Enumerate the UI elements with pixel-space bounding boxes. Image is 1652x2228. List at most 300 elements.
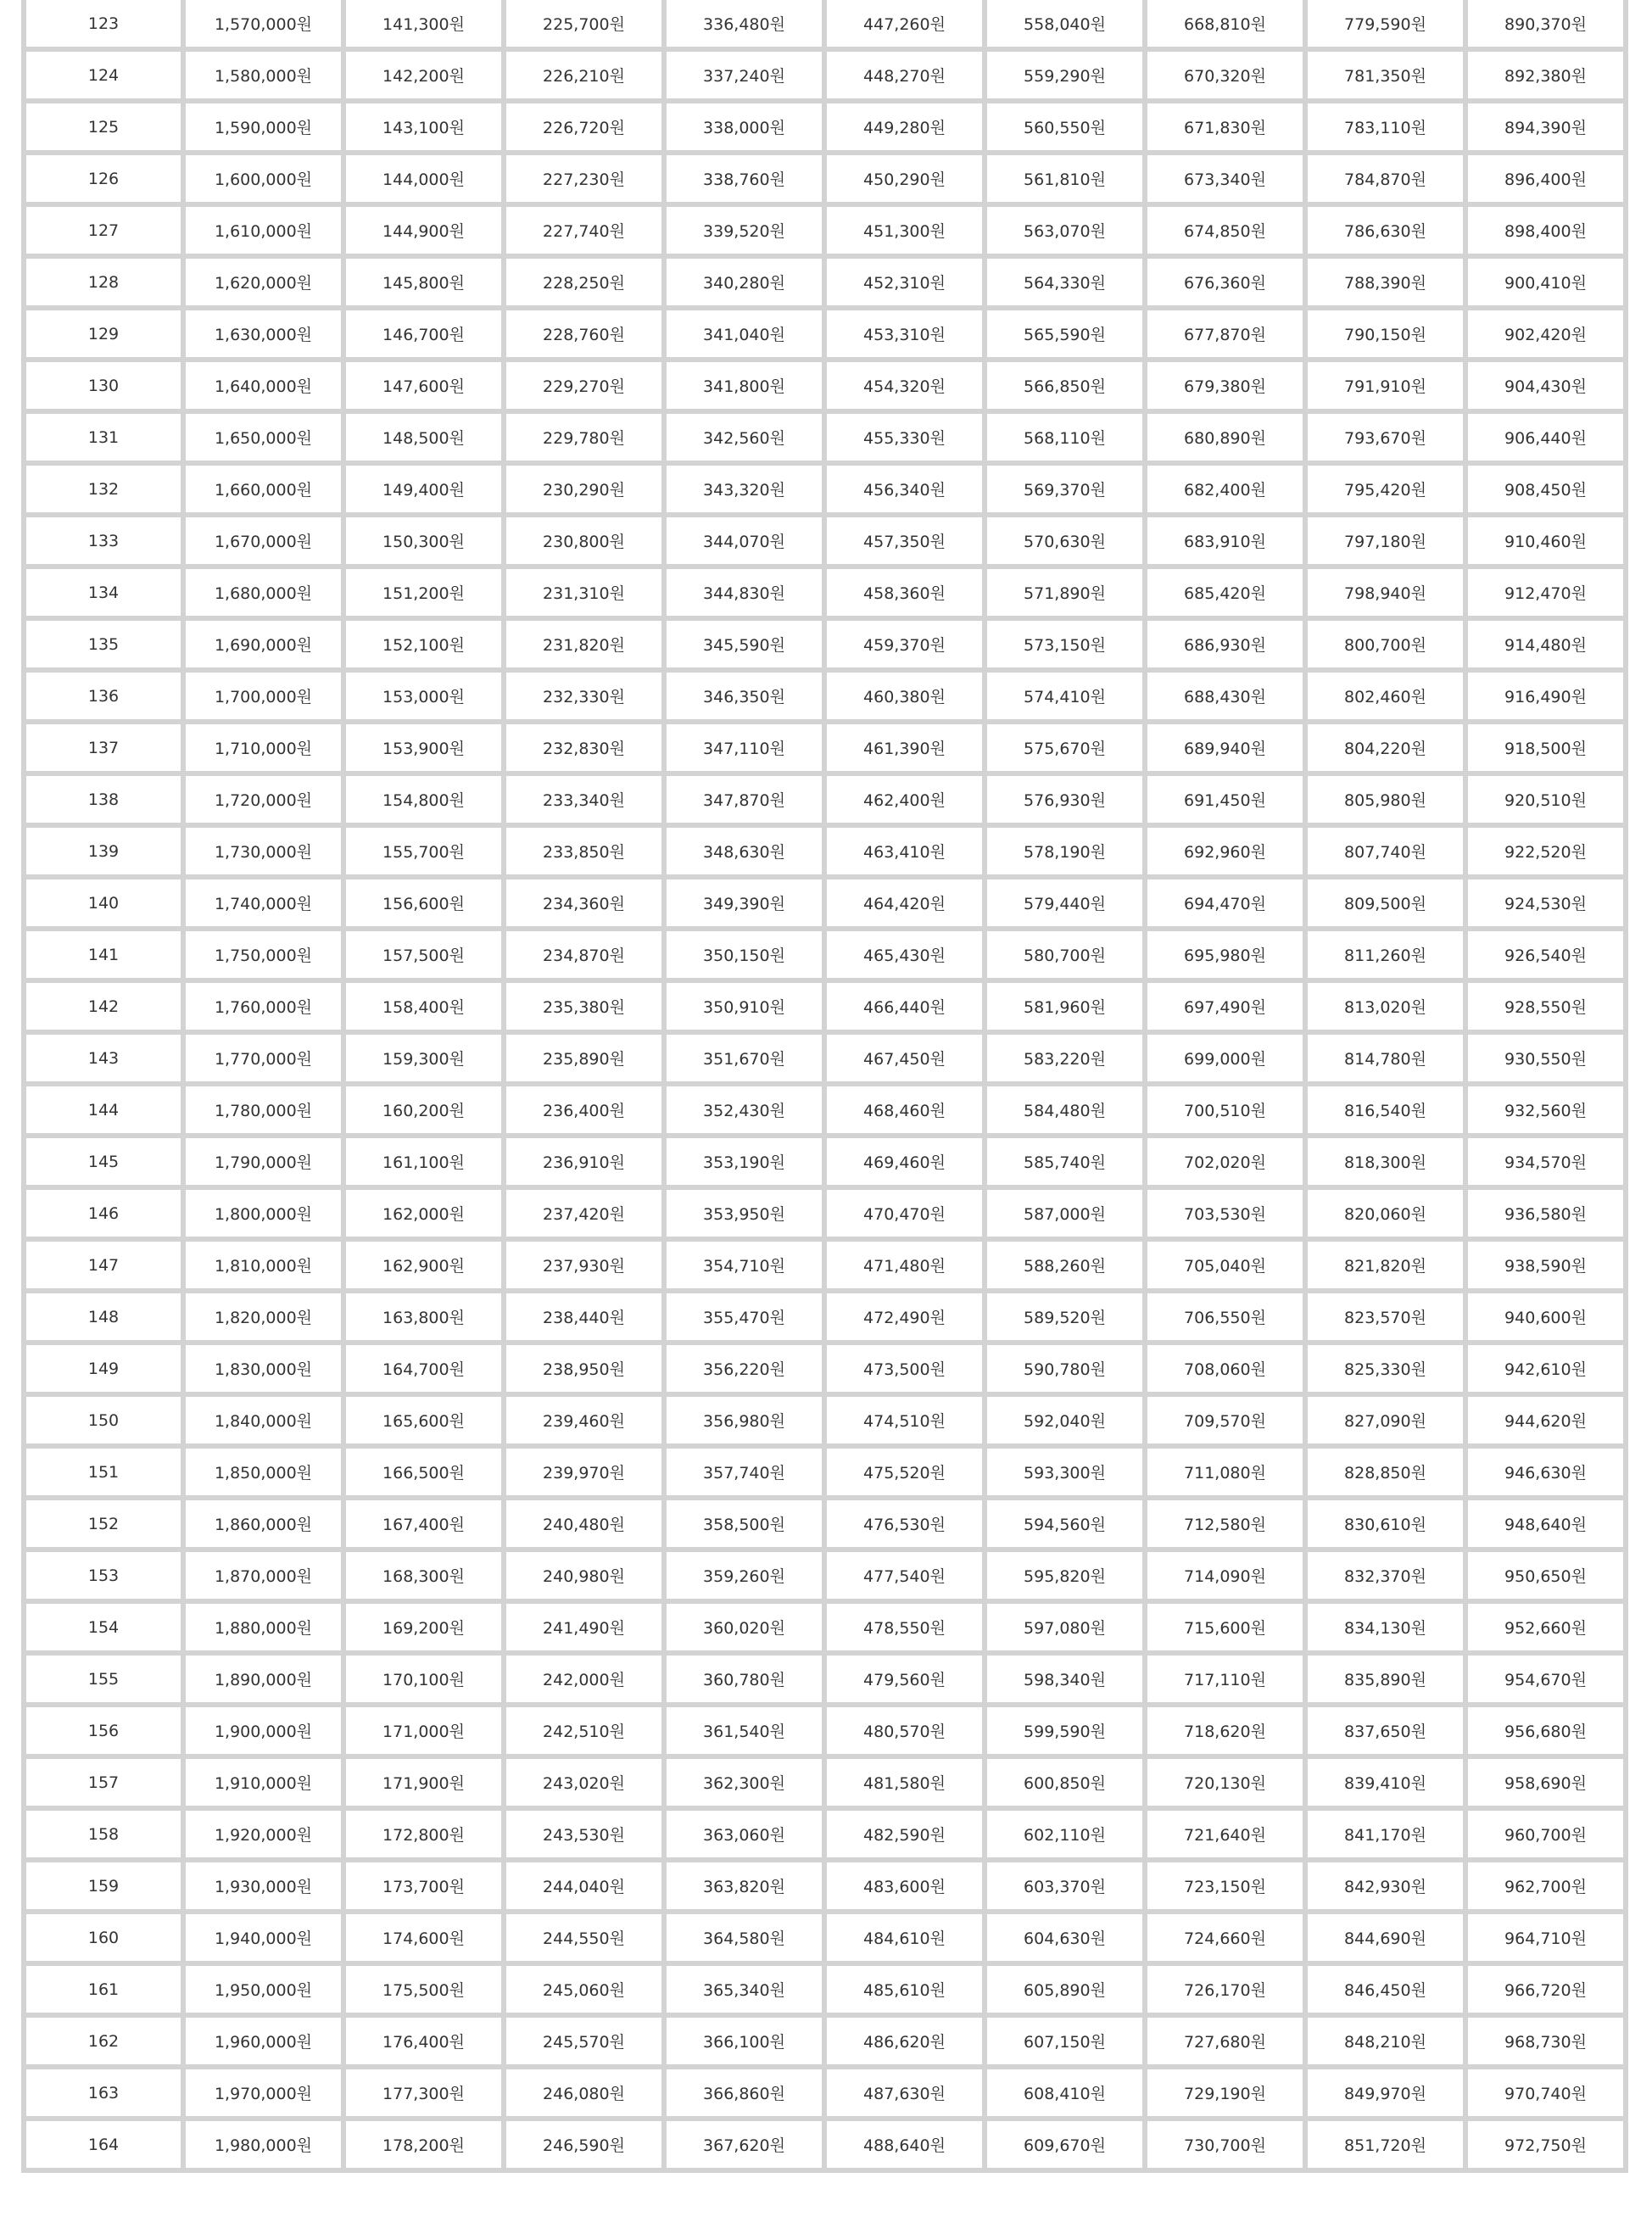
amount-cell: 603,370원: [987, 1862, 1142, 1909]
amount-cell: 590,780원: [987, 1345, 1142, 1392]
amount-cell: 243,020원: [506, 1759, 661, 1806]
amount-cell: 356,980원: [667, 1397, 822, 1443]
amount-cell: 366,860원: [667, 2069, 822, 2116]
row-number-cell: 139: [26, 828, 181, 874]
row-number-cell: 127: [26, 207, 181, 254]
amount-cell: 1,780,000원: [186, 1086, 341, 1133]
amount-cell: 478,550원: [827, 1604, 982, 1650]
amount-cell: 482,590원: [827, 1811, 982, 1857]
table-row: [26, 1604, 1623, 1650]
amount-cell: 823,570원: [1308, 1293, 1463, 1340]
table-row: [26, 466, 1623, 512]
amount-cell: 723,150원: [1147, 1862, 1303, 1909]
amount-cell: 828,850원: [1308, 1449, 1463, 1495]
amount-cell: 948,640원: [1468, 1500, 1623, 1547]
amount-cell: 694,470원: [1147, 879, 1303, 926]
amount-cell: 1,790,000원: [186, 1138, 341, 1185]
amount-cell: 811,260원: [1308, 931, 1463, 978]
amount-cell: 228,760원: [506, 310, 661, 357]
amount-cell: 339,520원: [667, 207, 822, 254]
amount-cell: 683,910원: [1147, 517, 1303, 564]
amount-cell: 472,490원: [827, 1293, 982, 1340]
amount-cell: 338,000원: [667, 103, 822, 150]
amount-cell: 367,620원: [667, 2121, 822, 2168]
amount-cell: 144,900원: [346, 207, 501, 254]
amount-cell: 448,270원: [827, 52, 982, 98]
amount-cell: 685,420원: [1147, 569, 1303, 616]
amount-cell: 807,740원: [1308, 828, 1463, 874]
amount-cell: 830,610원: [1308, 1500, 1463, 1547]
row-number-cell: 153: [26, 1552, 181, 1599]
amount-cell: 579,440원: [987, 879, 1142, 926]
amount-cell: 670,320원: [1147, 52, 1303, 98]
amount-cell: 238,950원: [506, 1345, 661, 1392]
amount-cell: 470,470원: [827, 1190, 982, 1237]
amount-cell: 347,870원: [667, 776, 822, 823]
amount-cell: 608,410원: [987, 2069, 1142, 2116]
amount-cell: 152,100원: [346, 621, 501, 667]
amount-cell: 600,850원: [987, 1759, 1142, 1806]
amount-cell: 688,430원: [1147, 673, 1303, 719]
amount-cell: 157,500원: [346, 931, 501, 978]
amount-cell: 356,220원: [667, 1345, 822, 1392]
amount-cell: 469,460원: [827, 1138, 982, 1185]
amount-cell: 605,890원: [987, 1966, 1142, 2013]
amount-cell: 585,740원: [987, 1138, 1142, 1185]
amount-cell: 1,890,000원: [186, 1656, 341, 1702]
table-row: [26, 103, 1623, 150]
amount-cell: 680,890원: [1147, 414, 1303, 461]
amount-cell: 718,620원: [1147, 1707, 1303, 1754]
amount-cell: 569,370원: [987, 466, 1142, 512]
table-row: [26, 828, 1623, 874]
amount-cell: 351,670원: [667, 1035, 822, 1081]
amount-cell: 479,560원: [827, 1656, 982, 1702]
amount-cell: 353,950원: [667, 1190, 822, 1237]
amount-cell: 240,980원: [506, 1552, 661, 1599]
amount-cell: 488,640원: [827, 2121, 982, 2168]
table-row: [26, 1345, 1623, 1392]
amount-cell: 336,480원: [667, 0, 822, 47]
amount-cell: 946,630원: [1468, 1449, 1623, 1495]
amount-cell: 574,410원: [987, 673, 1142, 719]
amount-cell: 365,340원: [667, 1966, 822, 2013]
amount-cell: 1,880,000원: [186, 1604, 341, 1650]
table-row: [26, 1035, 1623, 1081]
amount-cell: 673,340원: [1147, 155, 1303, 202]
table-row: [26, 414, 1623, 461]
amount-cell: 720,130원: [1147, 1759, 1303, 1806]
amount-cell: 160,200원: [346, 1086, 501, 1133]
amount-cell: 821,820원: [1308, 1242, 1463, 1288]
table-row: [26, 673, 1623, 719]
amount-cell: 1,620,000원: [186, 259, 341, 305]
row-number-cell: 132: [26, 466, 181, 512]
amount-cell: 1,750,000원: [186, 931, 341, 978]
table-row: [26, 724, 1623, 771]
table-row: [26, 1086, 1623, 1133]
amount-cell: 455,330원: [827, 414, 982, 461]
amount-cell: 246,080원: [506, 2069, 661, 2116]
rate-table-body: [26, 0, 1623, 2168]
row-number-cell: 128: [26, 259, 181, 305]
amount-cell: 447,260원: [827, 0, 982, 47]
amount-cell: 697,490원: [1147, 983, 1303, 1030]
amount-cell: 726,170원: [1147, 1966, 1303, 2013]
amount-cell: 594,560원: [987, 1500, 1142, 1547]
row-number-cell: 130: [26, 362, 181, 409]
amount-cell: 452,310원: [827, 259, 982, 305]
amount-cell: 232,830원: [506, 724, 661, 771]
amount-cell: 571,890원: [987, 569, 1142, 616]
amount-cell: 361,540원: [667, 1707, 822, 1754]
amount-cell: 450,290원: [827, 155, 982, 202]
amount-cell: 682,400원: [1147, 466, 1303, 512]
amount-cell: 227,740원: [506, 207, 661, 254]
amount-cell: 839,410원: [1308, 1759, 1463, 1806]
amount-cell: 226,720원: [506, 103, 661, 150]
amount-cell: 561,810원: [987, 155, 1142, 202]
amount-cell: 958,690원: [1468, 1759, 1623, 1806]
row-number-cell: 147: [26, 1242, 181, 1288]
amount-cell: 162,000원: [346, 1190, 501, 1237]
amount-cell: 242,000원: [506, 1656, 661, 1702]
amount-cell: 1,910,000원: [186, 1759, 341, 1806]
amount-cell: 940,600원: [1468, 1293, 1623, 1340]
row-number-cell: 157: [26, 1759, 181, 1806]
amount-cell: 1,940,000원: [186, 1914, 341, 1961]
amount-cell: 791,910원: [1308, 362, 1463, 409]
amount-cell: 724,660원: [1147, 1914, 1303, 1961]
amount-cell: 674,850원: [1147, 207, 1303, 254]
amount-cell: 235,380원: [506, 983, 661, 1030]
amount-cell: 1,590,000원: [186, 103, 341, 150]
amount-cell: 341,040원: [667, 310, 822, 357]
amount-cell: 352,430원: [667, 1086, 822, 1133]
amount-cell: 1,700,000원: [186, 673, 341, 719]
table-row: [26, 1862, 1623, 1909]
amount-cell: 781,350원: [1308, 52, 1463, 98]
amount-cell: 729,190원: [1147, 2069, 1303, 2116]
amount-cell: 159,300원: [346, 1035, 501, 1081]
amount-cell: 721,640원: [1147, 1811, 1303, 1857]
table-row: [26, 1293, 1623, 1340]
amount-cell: 456,340원: [827, 466, 982, 512]
row-number-cell: 141: [26, 931, 181, 978]
amount-cell: 968,730원: [1468, 2018, 1623, 2064]
amount-cell: 1,930,000원: [186, 1862, 341, 1909]
amount-cell: 691,450원: [1147, 776, 1303, 823]
amount-cell: 1,840,000원: [186, 1397, 341, 1443]
amount-cell: 834,130원: [1308, 1604, 1463, 1650]
amount-cell: 960,700원: [1468, 1811, 1623, 1857]
amount-cell: 783,110원: [1308, 103, 1463, 150]
amount-cell: 1,870,000원: [186, 1552, 341, 1599]
amount-cell: 458,360원: [827, 569, 982, 616]
amount-cell: 564,330원: [987, 259, 1142, 305]
amount-cell: 714,090원: [1147, 1552, 1303, 1599]
amount-cell: 145,800원: [346, 259, 501, 305]
amount-cell: 155,700원: [346, 828, 501, 874]
amount-cell: 816,540원: [1308, 1086, 1463, 1133]
amount-cell: 166,500원: [346, 1449, 501, 1495]
amount-cell: 147,600원: [346, 362, 501, 409]
amount-cell: 595,820원: [987, 1552, 1142, 1599]
amount-cell: 580,700원: [987, 931, 1142, 978]
amount-cell: 244,550원: [506, 1914, 661, 1961]
amount-cell: 342,560원: [667, 414, 822, 461]
table-row: [26, 621, 1623, 667]
amount-cell: 593,300원: [987, 1449, 1142, 1495]
row-number-cell: 152: [26, 1500, 181, 1547]
amount-cell: 1,580,000원: [186, 52, 341, 98]
amount-cell: 1,830,000원: [186, 1345, 341, 1392]
table-row: [26, 2018, 1623, 2064]
amount-cell: 598,340원: [987, 1656, 1142, 1702]
row-number-cell: 135: [26, 621, 181, 667]
amount-cell: 460,380원: [827, 673, 982, 719]
amount-cell: 1,630,000원: [186, 310, 341, 357]
amount-cell: 565,590원: [987, 310, 1142, 357]
amount-cell: 1,740,000원: [186, 879, 341, 926]
amount-cell: 846,450원: [1308, 1966, 1463, 2013]
amount-cell: 890,370원: [1468, 0, 1623, 47]
amount-cell: 898,400원: [1468, 207, 1623, 254]
amount-cell: 914,480원: [1468, 621, 1623, 667]
row-number-cell: 164: [26, 2121, 181, 2168]
amount-cell: 353,190원: [667, 1138, 822, 1185]
amount-cell: 705,040원: [1147, 1242, 1303, 1288]
amount-cell: 1,670,000원: [186, 517, 341, 564]
amount-cell: 715,600원: [1147, 1604, 1303, 1650]
table-row: [26, 569, 1623, 616]
row-number-cell: 145: [26, 1138, 181, 1185]
amount-cell: 1,820,000원: [186, 1293, 341, 1340]
amount-cell: 573,150원: [987, 621, 1142, 667]
amount-cell: 366,100원: [667, 2018, 822, 2064]
amount-cell: 964,710원: [1468, 1914, 1623, 1961]
row-number-cell: 129: [26, 310, 181, 357]
amount-cell: 786,630원: [1308, 207, 1463, 254]
amount-cell: 930,550원: [1468, 1035, 1623, 1081]
amount-cell: 1,570,000원: [186, 0, 341, 47]
amount-cell: 809,500원: [1308, 879, 1463, 926]
amount-cell: 467,450원: [827, 1035, 982, 1081]
amount-cell: 363,820원: [667, 1862, 822, 1909]
amount-cell: 476,530원: [827, 1500, 982, 1547]
amount-cell: 174,600원: [346, 1914, 501, 1961]
row-number-cell: 163: [26, 2069, 181, 2116]
row-number-cell: 136: [26, 673, 181, 719]
amount-cell: 849,970원: [1308, 2069, 1463, 2116]
amount-cell: 233,340원: [506, 776, 661, 823]
amount-cell: 158,400원: [346, 983, 501, 1030]
amount-cell: 480,570원: [827, 1707, 982, 1754]
table-row: [26, 776, 1623, 823]
amount-cell: 699,000원: [1147, 1035, 1303, 1081]
amount-cell: 344,830원: [667, 569, 822, 616]
amount-cell: 1,680,000원: [186, 569, 341, 616]
amount-cell: 350,150원: [667, 931, 822, 978]
amount-cell: 1,960,000원: [186, 2018, 341, 2064]
rate-table-container: [21, 0, 1632, 2173]
amount-cell: 900,410원: [1468, 259, 1623, 305]
amount-cell: 896,400원: [1468, 155, 1623, 202]
row-number-cell: 159: [26, 1862, 181, 1909]
amount-cell: 363,060원: [667, 1811, 822, 1857]
amount-cell: 575,670원: [987, 724, 1142, 771]
amount-cell: 942,610원: [1468, 1345, 1623, 1392]
row-number-cell: 154: [26, 1604, 181, 1650]
amount-cell: 892,380원: [1468, 52, 1623, 98]
amount-cell: 454,320원: [827, 362, 982, 409]
amount-cell: 730,700원: [1147, 2121, 1303, 2168]
amount-cell: 360,780원: [667, 1656, 822, 1702]
amount-cell: 578,190원: [987, 828, 1142, 874]
amount-cell: 462,400원: [827, 776, 982, 823]
amount-cell: 970,740원: [1468, 2069, 1623, 2116]
amount-cell: 468,460원: [827, 1086, 982, 1133]
amount-cell: 162,900원: [346, 1242, 501, 1288]
amount-cell: 246,590원: [506, 2121, 661, 2168]
amount-cell: 695,980원: [1147, 931, 1303, 978]
amount-cell: 576,930원: [987, 776, 1142, 823]
row-number-cell: 124: [26, 52, 181, 98]
row-number-cell: 142: [26, 983, 181, 1030]
amount-cell: 932,560원: [1468, 1086, 1623, 1133]
row-number-cell: 125: [26, 103, 181, 150]
amount-cell: 225,700원: [506, 0, 661, 47]
amount-cell: 451,300원: [827, 207, 982, 254]
amount-cell: 568,110원: [987, 414, 1142, 461]
row-number-cell: 151: [26, 1449, 181, 1495]
amount-cell: 717,110원: [1147, 1656, 1303, 1702]
table-row: [26, 1138, 1623, 1185]
amount-cell: 164,700원: [346, 1345, 501, 1392]
table-row: [26, 1914, 1623, 1961]
amount-cell: 790,150원: [1308, 310, 1463, 357]
row-number-cell: 126: [26, 155, 181, 202]
amount-cell: 904,430원: [1468, 362, 1623, 409]
amount-cell: 242,510원: [506, 1707, 661, 1754]
table-row: [26, 1190, 1623, 1237]
amount-cell: 233,850원: [506, 828, 661, 874]
amount-cell: 486,620원: [827, 2018, 982, 2064]
amount-cell: 912,470원: [1468, 569, 1623, 616]
amount-cell: 485,610원: [827, 1966, 982, 2013]
amount-cell: 240,480원: [506, 1500, 661, 1547]
amount-cell: 1,600,000원: [186, 155, 341, 202]
amount-cell: 171,900원: [346, 1759, 501, 1806]
amount-cell: 784,870원: [1308, 155, 1463, 202]
amount-cell: 604,630원: [987, 1914, 1142, 1961]
amount-cell: 453,310원: [827, 310, 982, 357]
row-number-cell: 144: [26, 1086, 181, 1133]
amount-cell: 449,280원: [827, 103, 982, 150]
row-number-cell: 134: [26, 569, 181, 616]
amount-cell: 473,500원: [827, 1345, 982, 1392]
amount-cell: 795,420원: [1308, 466, 1463, 512]
amount-cell: 471,480원: [827, 1242, 982, 1288]
amount-cell: 798,940원: [1308, 569, 1463, 616]
table-row: [26, 1552, 1623, 1599]
amount-cell: 463,410원: [827, 828, 982, 874]
amount-cell: 668,810원: [1147, 0, 1303, 47]
amount-cell: 167,400원: [346, 1500, 501, 1547]
table-row: [26, 310, 1623, 357]
amount-cell: 1,770,000원: [186, 1035, 341, 1081]
amount-cell: 345,590원: [667, 621, 822, 667]
table-row: [26, 1500, 1623, 1547]
row-number-cell: 160: [26, 1914, 181, 1961]
amount-cell: 142,200원: [346, 52, 501, 98]
amount-cell: 245,570원: [506, 2018, 661, 2064]
table-row: [26, 362, 1623, 409]
table-row: [26, 1449, 1623, 1495]
amount-cell: 841,170원: [1308, 1811, 1463, 1857]
amount-cell: 173,700원: [346, 1862, 501, 1909]
amount-cell: 457,350원: [827, 517, 982, 564]
amount-cell: 703,530원: [1147, 1190, 1303, 1237]
amount-cell: 151,200원: [346, 569, 501, 616]
table-row: [26, 155, 1623, 202]
amount-cell: 1,900,000원: [186, 1707, 341, 1754]
amount-cell: 570,630원: [987, 517, 1142, 564]
table-row: [26, 207, 1623, 254]
amount-cell: 348,630원: [667, 828, 822, 874]
table-row: [26, 1707, 1623, 1754]
amount-cell: 144,000원: [346, 155, 501, 202]
amount-cell: 589,520원: [987, 1293, 1142, 1340]
amount-cell: 169,200원: [346, 1604, 501, 1650]
amount-cell: 338,760원: [667, 155, 822, 202]
amount-cell: 230,800원: [506, 517, 661, 564]
row-number-cell: 123: [26, 0, 181, 47]
amount-cell: 793,670원: [1308, 414, 1463, 461]
amount-cell: 171,000원: [346, 1707, 501, 1754]
amount-cell: 234,870원: [506, 931, 661, 978]
amount-cell: 344,070원: [667, 517, 822, 564]
amount-cell: 692,960원: [1147, 828, 1303, 874]
amount-cell: 226,210원: [506, 52, 661, 98]
table-row: [26, 1966, 1623, 2013]
amount-cell: 354,710원: [667, 1242, 822, 1288]
amount-cell: 588,260원: [987, 1242, 1142, 1288]
amount-cell: 156,600원: [346, 879, 501, 926]
amount-cell: 813,020원: [1308, 983, 1463, 1030]
table-row: [26, 931, 1623, 978]
amount-cell: 924,530원: [1468, 879, 1623, 926]
amount-cell: 1,650,000원: [186, 414, 341, 461]
amount-cell: 805,980원: [1308, 776, 1463, 823]
amount-cell: 788,390원: [1308, 259, 1463, 305]
amount-cell: 176,400원: [346, 2018, 501, 2064]
amount-cell: 928,550원: [1468, 983, 1623, 1030]
amount-cell: 559,290원: [987, 52, 1142, 98]
amount-cell: 851,720원: [1308, 2121, 1463, 2168]
amount-cell: 175,500원: [346, 1966, 501, 2013]
amount-cell: 1,980,000원: [186, 2121, 341, 2168]
amount-cell: 466,440원: [827, 983, 982, 1030]
table-row: [26, 1397, 1623, 1443]
amount-cell: 581,960원: [987, 983, 1142, 1030]
amount-cell: 177,300원: [346, 2069, 501, 2116]
amount-cell: 677,870원: [1147, 310, 1303, 357]
amount-cell: 848,210원: [1308, 2018, 1463, 2064]
amount-cell: 597,080원: [987, 1604, 1142, 1650]
amount-cell: 340,280원: [667, 259, 822, 305]
row-number-cell: 158: [26, 1811, 181, 1857]
